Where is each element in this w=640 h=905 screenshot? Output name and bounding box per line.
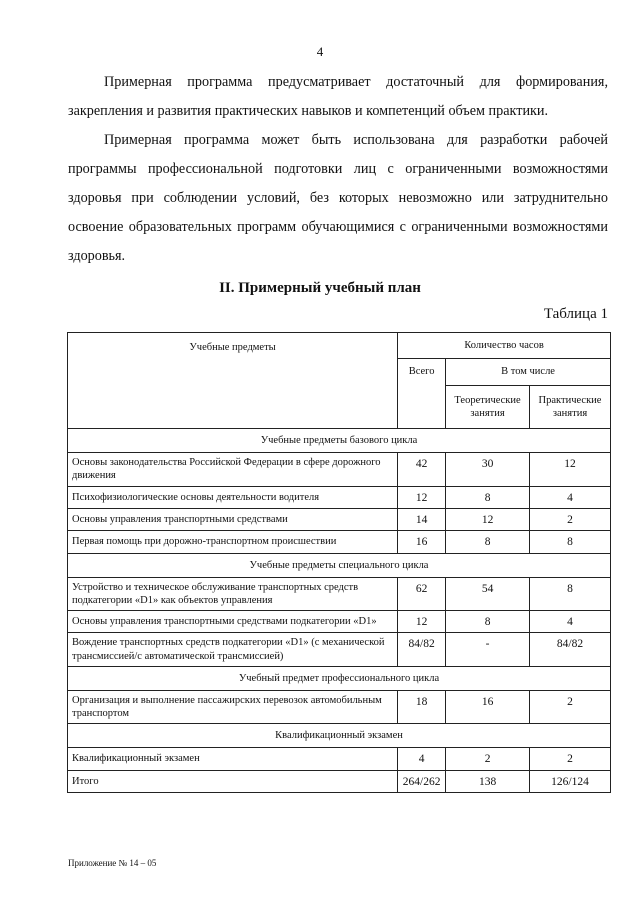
- hours-theory: 8: [446, 611, 530, 633]
- total-row: [68, 770, 611, 792]
- table-row: [68, 633, 611, 666]
- hours-total: 18: [398, 690, 446, 723]
- footer-note: Приложение № 14 – 05: [68, 858, 157, 868]
- hours-total: 42: [398, 453, 446, 486]
- hours-practice: 2: [530, 748, 611, 770]
- section-row: [68, 429, 611, 453]
- hours-practice: 8: [530, 577, 611, 610]
- header-hours: Количество часов: [398, 333, 611, 359]
- hours-total: 62: [398, 577, 446, 610]
- subject-name: Квалификационный экзамен: [68, 748, 398, 770]
- table-row: [68, 690, 611, 723]
- page-number: 4: [316, 44, 324, 59]
- paragraph-2-block: [68, 126, 608, 271]
- total-label: Итого: [68, 770, 398, 792]
- hours-practice: 4: [530, 611, 611, 633]
- table-label: Таблица 1: [543, 306, 608, 322]
- hours-total: 12: [398, 611, 446, 633]
- hours-practice: 8: [530, 531, 611, 553]
- hours-total: 4: [398, 748, 446, 770]
- curriculum-table: [67, 332, 611, 793]
- header-including: В том числе: [446, 359, 611, 386]
- header-row-1: [68, 333, 611, 359]
- header-theory: Теоретические занятия: [446, 385, 530, 428]
- table-row: [68, 531, 611, 553]
- section-title: Учебные предметы базового цикла: [68, 429, 611, 453]
- header-practice: Практические занятия: [530, 385, 611, 428]
- subject-name: Основы законодательства Российской Федерации в сфере дорожного движения: [68, 453, 398, 486]
- total-theory: 138: [446, 770, 530, 792]
- subject-name: Организация и выполнение пассажирских перевозок автомобильным транспортом: [68, 690, 398, 723]
- hours-theory: 30: [446, 453, 530, 486]
- section-row: [68, 724, 611, 748]
- table-row: [68, 748, 611, 770]
- section-row: [68, 553, 611, 577]
- table-row: [68, 453, 611, 486]
- header-total: Всего: [398, 359, 446, 429]
- hours-practice: 84/82: [530, 633, 611, 666]
- hours-theory: 2: [446, 748, 530, 770]
- subject-name: Первая помощь при дорожно-транспортном происшествии: [68, 531, 398, 553]
- hours-theory: 16: [446, 690, 530, 723]
- total-practice: 126/124: [530, 770, 611, 792]
- hours-theory: 8: [446, 531, 530, 553]
- hours-practice: 2: [530, 508, 611, 530]
- section-row: [68, 666, 611, 690]
- hours-theory: 8: [446, 486, 530, 508]
- paragraph-2: Примерная программа может быть использована для разработки рабочей программы профессиональной подготовки лиц с ограниченными возможностями здоровья при соблюдении условий, без которых невозможно или затруднительно освоение образовательных программ обучающимися с ограниченными возможностями здоровья.: [68, 132, 608, 264]
- hours-total: 14: [398, 508, 446, 530]
- table-row: [68, 486, 611, 508]
- table-row: [68, 508, 611, 530]
- hours-total: 16: [398, 531, 446, 553]
- curriculum-table-body: [68, 333, 611, 793]
- paragraph-1: Примерная программа предусматривает достаточный для формирования, закрепления и развития практических навыков и компетенций объем практики.: [68, 74, 608, 119]
- header-subjects: Учебные предметы: [68, 333, 398, 429]
- hours-practice: 2: [530, 690, 611, 723]
- paragraph-1-block: [68, 68, 608, 126]
- hours-total: 84/82: [398, 633, 446, 666]
- subject-name: Устройство и техническое обслуживание транспортных средств подкатегории «D1» как объектов управления: [68, 577, 398, 610]
- subject-name: Вождение транспортных средств подкатегории «D1» (с механической трансмиссией/с автоматической трансмиссией): [68, 633, 398, 666]
- hours-theory: 54: [446, 577, 530, 610]
- section-heading: II. Примерный учебный план: [219, 280, 421, 296]
- table-row: [68, 611, 611, 633]
- subject-name: Основы управления транспортными средствами: [68, 508, 398, 530]
- subject-name: Психофизиологические основы деятельности водителя: [68, 486, 398, 508]
- hours-total: 12: [398, 486, 446, 508]
- total-hours: 264/262: [398, 770, 446, 792]
- section-title: Квалификационный экзамен: [68, 724, 611, 748]
- subject-name: Основы управления транспортными средствами подкатегории «D1»: [68, 611, 398, 633]
- section-title: Учебные предметы специального цикла: [68, 553, 611, 577]
- hours-theory: -: [446, 633, 530, 666]
- hours-theory: 12: [446, 508, 530, 530]
- hours-practice: 4: [530, 486, 611, 508]
- section-title: Учебный предмет профессионального цикла: [68, 666, 611, 690]
- table-row: [68, 577, 611, 610]
- hours-practice: 12: [530, 453, 611, 486]
